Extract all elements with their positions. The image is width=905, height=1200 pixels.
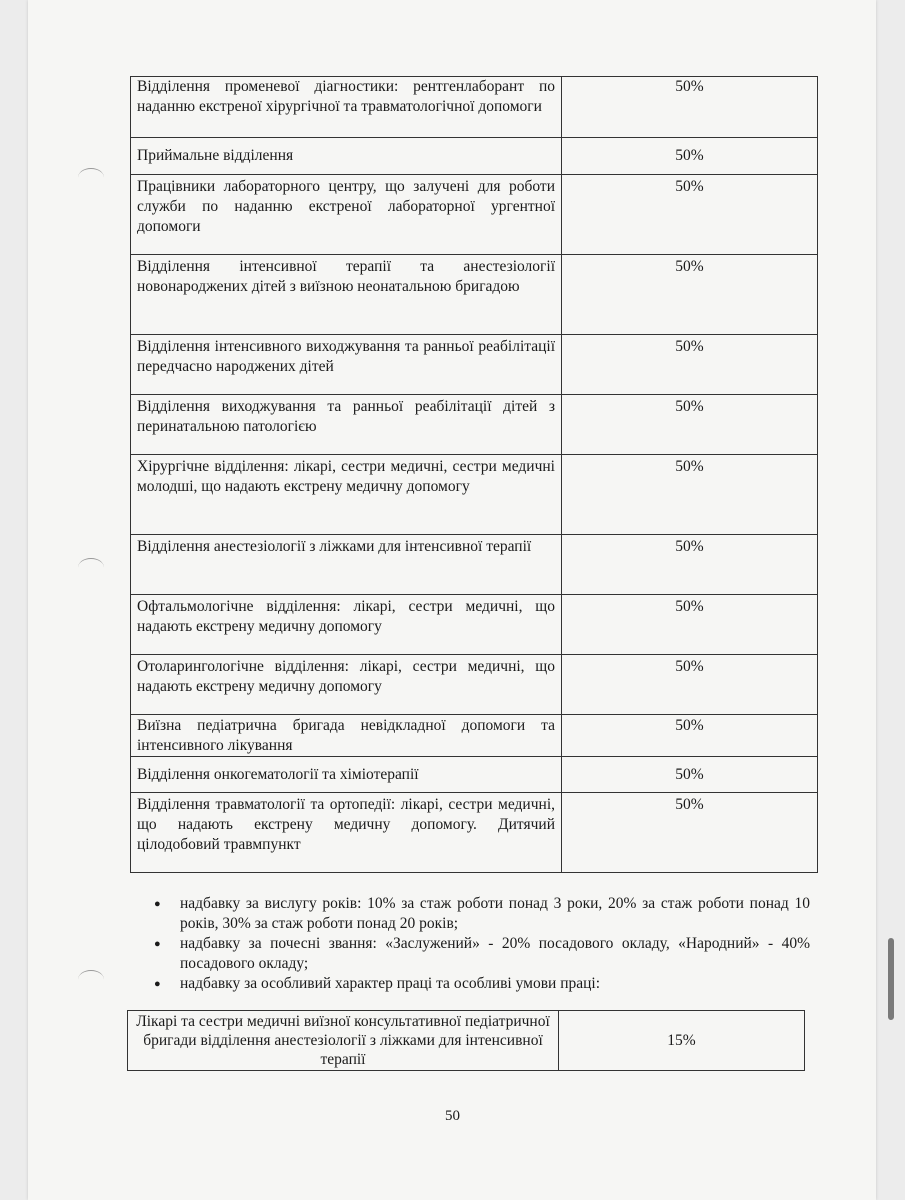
table-row bbox=[131, 655, 818, 715]
table-row bbox=[131, 335, 818, 395]
percent-cell: 50% bbox=[562, 255, 818, 335]
binder-hole-icon bbox=[78, 970, 104, 989]
percent-cell: 50% bbox=[562, 793, 818, 873]
percent-cell: 50% bbox=[562, 715, 818, 757]
percent-cell: 50% bbox=[562, 138, 818, 175]
list-item: ● надбавку за особливий характер праці та особливі умови праці: bbox=[150, 974, 810, 994]
percent-cell: 50% bbox=[562, 455, 818, 535]
page-number: 50 bbox=[445, 1108, 460, 1124]
department-cell: Працівники лабораторного центру, що залучені для роботи служби по наданню екстреної лабораторної ургентної допомоги bbox=[131, 175, 562, 255]
table-row bbox=[131, 535, 818, 595]
binder-hole-icon bbox=[78, 558, 104, 577]
department-cell: Відділення інтенсивного виходжування та ранньої реабілітації передчасно народжених дітей bbox=[131, 335, 562, 395]
department-cell: Хірургічне відділення: лікарі, сестри медичні, сестри медичні молодші, що надають екстрену медичну допомогу bbox=[131, 455, 562, 535]
allowance-bullet-list bbox=[150, 894, 810, 994]
percent-cell: 15% bbox=[559, 1011, 805, 1071]
binder-hole-icon bbox=[78, 168, 104, 187]
department-cell: Відділення анестезіології з ліжками для інтенсивної терапії bbox=[131, 535, 562, 595]
percent-cell: 50% bbox=[562, 595, 818, 655]
table-row bbox=[131, 455, 818, 535]
percent-cell: 50% bbox=[562, 175, 818, 255]
percent-cell: 50% bbox=[562, 535, 818, 595]
special-conditions-table bbox=[127, 1010, 805, 1071]
list-item: ● надбавку за вислугу років: 10% за стаж роботи понад 3 роки, 20% за стаж роботи понад 10 років, 30% за стаж роботи понад 20 років; bbox=[150, 894, 810, 934]
table-row bbox=[131, 395, 818, 455]
table-row bbox=[131, 175, 818, 255]
table-row bbox=[131, 138, 818, 175]
allowance-table bbox=[130, 76, 818, 873]
department-cell: Лікарі та сестри медичні виїзної консультативної педіатричної бригади відділення анестезіології з ліжками для інтенсивної терапії bbox=[128, 1011, 559, 1071]
table-row bbox=[131, 77, 818, 138]
percent-cell: 50% bbox=[562, 335, 818, 395]
percent-cell: 50% bbox=[562, 655, 818, 715]
scrollbar-thumb[interactable] bbox=[888, 938, 894, 1020]
list-item: ● надбавку за почесні звання: «Заслужений» - 20% посадового окладу, «Народний» - 40% посадового окладу; bbox=[150, 934, 810, 974]
percent-cell: 50% bbox=[562, 395, 818, 455]
department-cell: Відділення травматології та ортопедії: лікарі, сестри медичні, що надають екстрену медичну допомогу. Дитячий цілодобовий травмпункт bbox=[131, 793, 562, 873]
table-row bbox=[128, 1011, 805, 1071]
department-cell: Виїзна педіатрична бригада невідкладної допомоги та інтенсивного лікування bbox=[131, 715, 562, 757]
table-row bbox=[131, 595, 818, 655]
department-cell: Отоларингологічне відділення: лікарі, сестри медичні, що надають екстрену медичну допомогу bbox=[131, 655, 562, 715]
department-cell: Приймальне відділення bbox=[131, 138, 562, 175]
table-row bbox=[131, 757, 818, 793]
table-row bbox=[131, 715, 818, 757]
table-row bbox=[131, 255, 818, 335]
department-cell: Відділення інтенсивної терапії та анестезіології новонароджених дітей з виїзною неонатальною бригадою bbox=[131, 255, 562, 335]
department-cell: Офтальмологічне відділення: лікарі, сестри медичні, що надають екстрену медичну допомогу bbox=[131, 595, 562, 655]
percent-cell: 50% bbox=[562, 757, 818, 793]
percent-cell: 50% bbox=[562, 77, 818, 138]
department-cell: Відділення променевої діагностики: рентгенлаборант по наданню екстреної хірургічної та травматологічної допомоги bbox=[131, 77, 562, 138]
department-cell: Відділення виходжування та ранньої реабілітації дітей з перинатальною патологією bbox=[131, 395, 562, 455]
department-cell: Відділення онкогематології та хіміотерапії bbox=[131, 757, 562, 793]
table-row bbox=[131, 793, 818, 873]
